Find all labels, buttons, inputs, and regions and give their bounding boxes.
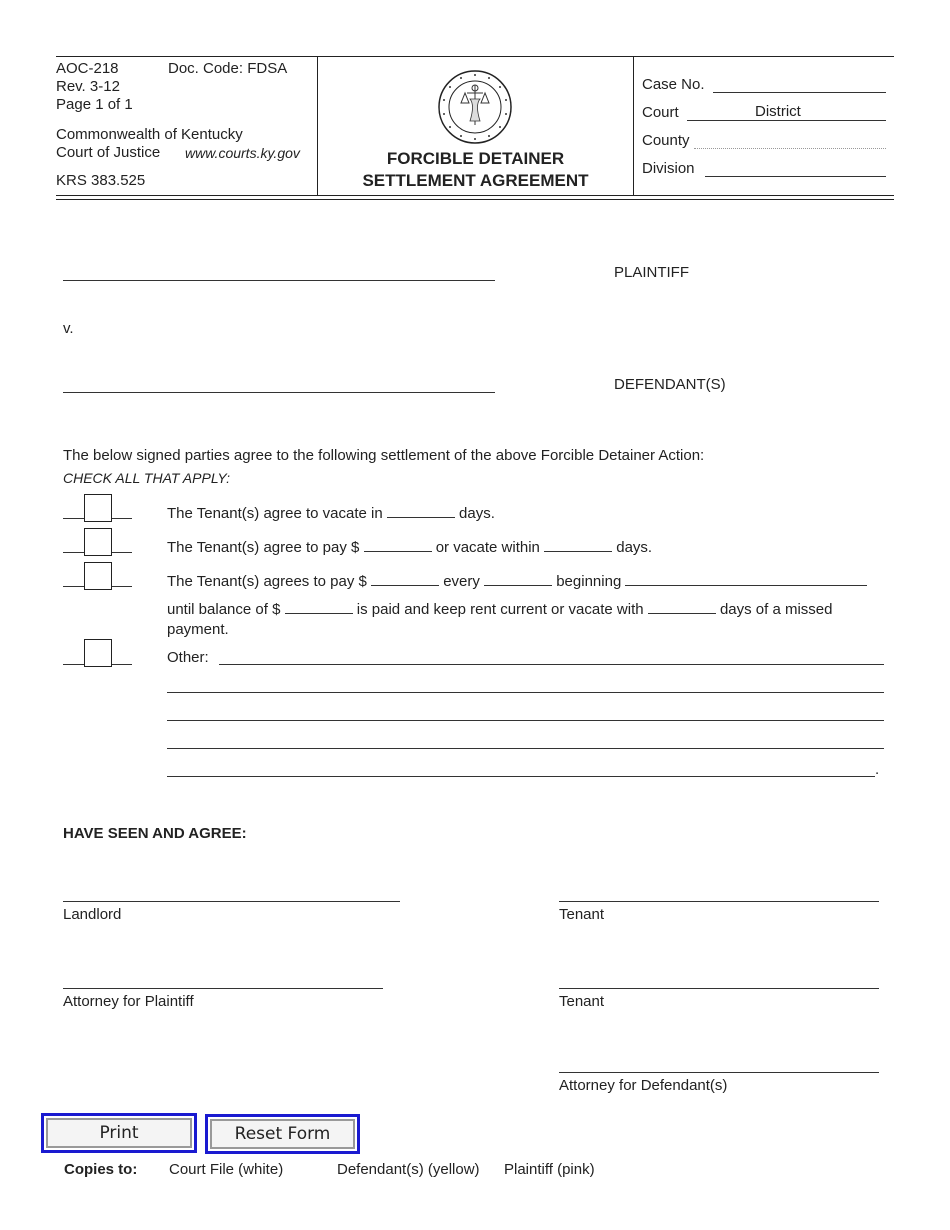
county-label: County <box>642 132 690 149</box>
other-line-1[interactable] <box>219 664 884 665</box>
header-bottom-rule-2 <box>56 199 894 200</box>
other-line-4[interactable] <box>167 748 884 749</box>
print-button-label: Print <box>46 1118 192 1148</box>
court-label: Court <box>642 104 679 121</box>
installment-amount-field[interactable] <box>371 571 439 586</box>
print-button[interactable] <box>41 1113 197 1153</box>
other-line-2[interactable] <box>167 692 884 693</box>
landlord-signature-line[interactable] <box>63 901 400 902</box>
plaintiff-name-field[interactable] <box>63 280 495 281</box>
other-checkbox[interactable] <box>84 639 112 667</box>
tenant1-signature-line[interactable] <box>559 901 879 902</box>
option2-checkbox[interactable] <box>84 528 112 556</box>
other-line-5[interactable] <box>167 776 875 777</box>
option3-text-line1: The Tenant(s) agrees to pay $ every beginning <box>167 571 867 590</box>
case-no-label: Case No. <box>642 76 705 93</box>
tenant1-label: Tenant <box>559 906 605 923</box>
header-divider-right <box>633 56 634 195</box>
balance-amount-field[interactable] <box>285 599 353 614</box>
statute: KRS 383.525 <box>56 172 146 189</box>
plaintiff-label: PLAINTIFF <box>614 264 690 281</box>
copies-court-file: Court File (white) <box>169 1161 284 1178</box>
pay-amount-field[interactable] <box>364 537 432 552</box>
landlord-label: Landlord <box>63 906 122 923</box>
option3-text-line3: payment. <box>167 621 229 638</box>
check-all-note: CHECK ALL THAT APPLY: <box>63 470 231 486</box>
website: www.courts.ky.gov <box>185 145 300 161</box>
form-title-line2: SETTLEMENT AGREEMENT <box>362 171 589 190</box>
attorney-defendant-label: Attorney for Defendant(s) <box>559 1077 728 1094</box>
copies-label: Copies to: <box>64 1161 138 1178</box>
attorney-plaintiff-label: Attorney for Plaintiff <box>63 993 194 1010</box>
versus: v. <box>63 320 74 337</box>
reset-form-button-label: Reset Form <box>210 1119 355 1149</box>
option3-text-line2: until balance of $ is paid and keep rent current or vacate with days of a missed <box>167 601 833 618</box>
case-no-field[interactable] <box>713 92 886 93</box>
attorney-defendant-signature-line[interactable] <box>559 1072 879 1073</box>
attorney-plaintiff-signature-line[interactable] <box>63 988 383 989</box>
kentucky-seal-icon <box>437 69 513 149</box>
reset-form-button[interactable] <box>205 1114 360 1154</box>
division-field[interactable] <box>705 176 886 177</box>
form-title-line1: FORCIBLE DETAINER <box>386 149 565 168</box>
other-end-period: . <box>875 761 880 778</box>
option1-checkbox[interactable] <box>84 494 112 522</box>
defendant-name-field[interactable] <box>63 392 495 393</box>
option2-text: The Tenant(s) agree to pay $ or vacate within days. <box>167 539 653 556</box>
other-line-3[interactable] <box>167 720 884 721</box>
page-number: Page 1 of 1 <box>56 96 133 113</box>
signatures-heading: HAVE SEEN AND AGREE: <box>63 825 247 842</box>
header-bottom-rule <box>56 195 894 196</box>
defendant-label: DEFENDANT(S) <box>614 376 726 393</box>
missed-payment-days-field[interactable] <box>648 599 716 614</box>
doc-code: Doc. Code: FDSA <box>168 60 288 77</box>
copies-defendant: Defendant(s) (yellow) <box>337 1161 480 1178</box>
tenant2-signature-line[interactable] <box>559 988 879 989</box>
division-label: Division <box>642 160 695 177</box>
vacate-within-days-field[interactable] <box>544 537 612 552</box>
other-label: Other: <box>167 649 209 666</box>
vacate-days-field[interactable] <box>387 503 455 518</box>
court-value: District <box>755 103 801 120</box>
county-field[interactable] <box>694 148 886 149</box>
option1-text: The Tenant(s) agree to vacate in days. <box>167 505 495 522</box>
tenant2-label: Tenant <box>559 993 605 1010</box>
court-of-justice: Court of Justice <box>56 144 161 161</box>
form-number: AOC-218 <box>56 60 119 77</box>
option3-checkbox[interactable] <box>84 562 112 590</box>
header-top-rule <box>56 56 894 57</box>
commonwealth: Commonwealth of Kentucky <box>56 126 243 143</box>
court-field[interactable] <box>687 120 886 121</box>
copies-plaintiff: Plaintiff (pink) <box>504 1161 595 1178</box>
installment-period-field[interactable] <box>484 571 552 586</box>
agreement-intro: The below signed parties agree to the following settlement of the above Forcible Detainer Action: <box>63 447 705 464</box>
beginning-date-field[interactable] <box>625 571 867 586</box>
revision: Rev. 3-12 <box>56 78 120 95</box>
